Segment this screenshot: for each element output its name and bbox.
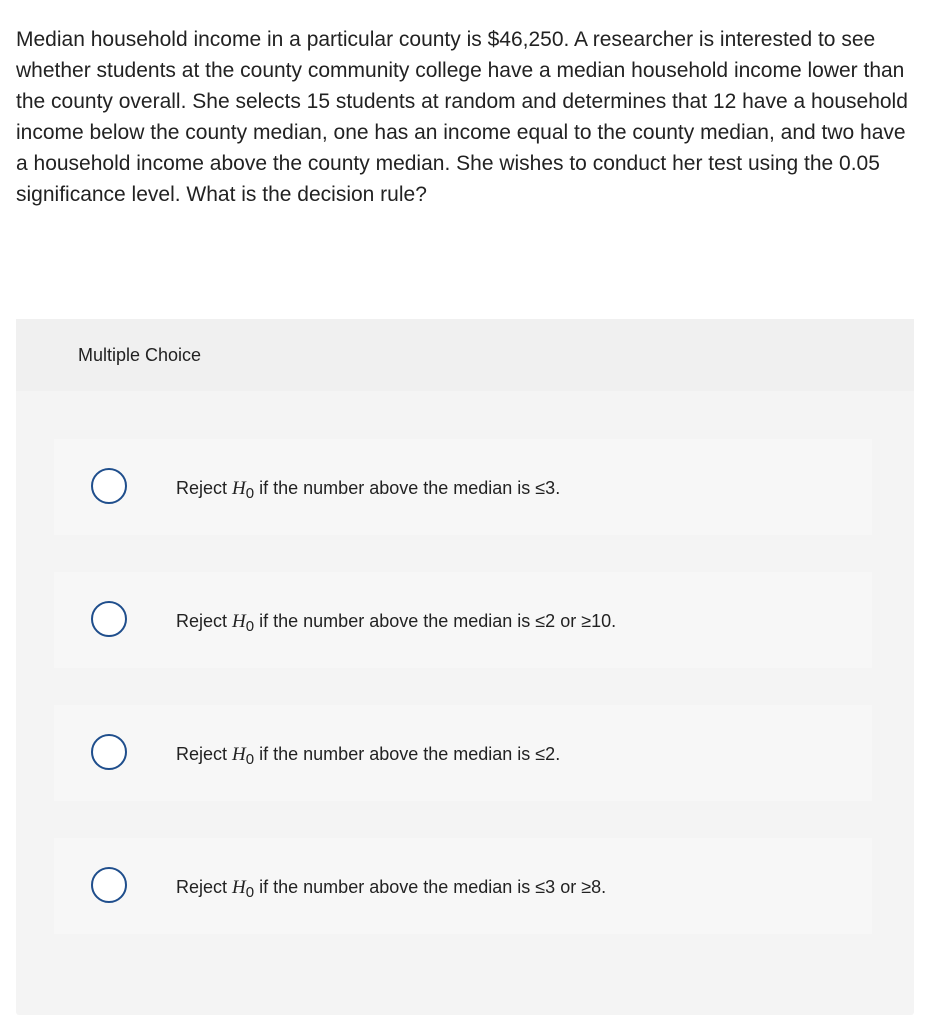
null-hypothesis-symbol: [232, 877, 255, 901]
choice-suffix: if the number above the median is ≤2 or ≥10.: [259, 611, 617, 631]
radio-button-icon[interactable]: [91, 734, 127, 770]
choice-prefix: Reject: [176, 611, 228, 631]
hypothesis-letter: H: [232, 478, 246, 499]
hypothesis-subscript: 0: [245, 618, 255, 635]
null-hypothesis-symbol: [232, 611, 255, 635]
hypothesis-subscript: 0: [245, 884, 255, 901]
choice-label: [176, 876, 606, 899]
null-hypothesis-symbol: [232, 478, 255, 502]
choice-suffix: if the number above the median is ≤2.: [259, 744, 561, 764]
question-text: Median household income in a particular county is $46,250. A researcher is interested to see whether students at the county community college have a median household income lower than the county overall. She selects 15 students at random and determines that 12 have a household income below the county median, one has an income equal to the county median, and two have a household income above the county median. She wishes to conduct her test using the 0.05 significance level. What is the decision rule?: [16, 28, 908, 206]
choice-prefix: Reject: [176, 478, 228, 498]
choice-prefix: Reject: [176, 877, 228, 897]
radio-button-icon[interactable]: [91, 867, 127, 903]
choice-option-4[interactable]: [54, 838, 872, 934]
hypothesis-subscript: 0: [245, 485, 255, 502]
hypothesis-letter: H: [232, 744, 246, 765]
radio-button-icon[interactable]: [91, 601, 127, 637]
panel-title: Multiple Choice: [78, 345, 202, 365]
choice-option-2[interactable]: [54, 572, 872, 668]
choice-suffix: if the number above the median is ≤3.: [259, 478, 561, 498]
choice-option-1[interactable]: [54, 439, 872, 535]
hypothesis-letter: H: [232, 877, 246, 898]
hypothesis-subscript: 0: [245, 751, 255, 768]
choice-prefix: Reject: [176, 744, 228, 764]
choice-label: [176, 743, 560, 766]
choice-option-3[interactable]: [54, 705, 872, 801]
choice-label: [176, 477, 560, 500]
choice-label: [176, 610, 616, 633]
choice-suffix: if the number above the median is ≤3 or ≥8.: [259, 877, 607, 897]
radio-button-icon[interactable]: [91, 468, 127, 504]
panel-header: [16, 319, 914, 391]
hypothesis-letter: H: [232, 611, 246, 632]
null-hypothesis-symbol: [232, 744, 255, 768]
multiple-choice-panel: [16, 319, 914, 1015]
